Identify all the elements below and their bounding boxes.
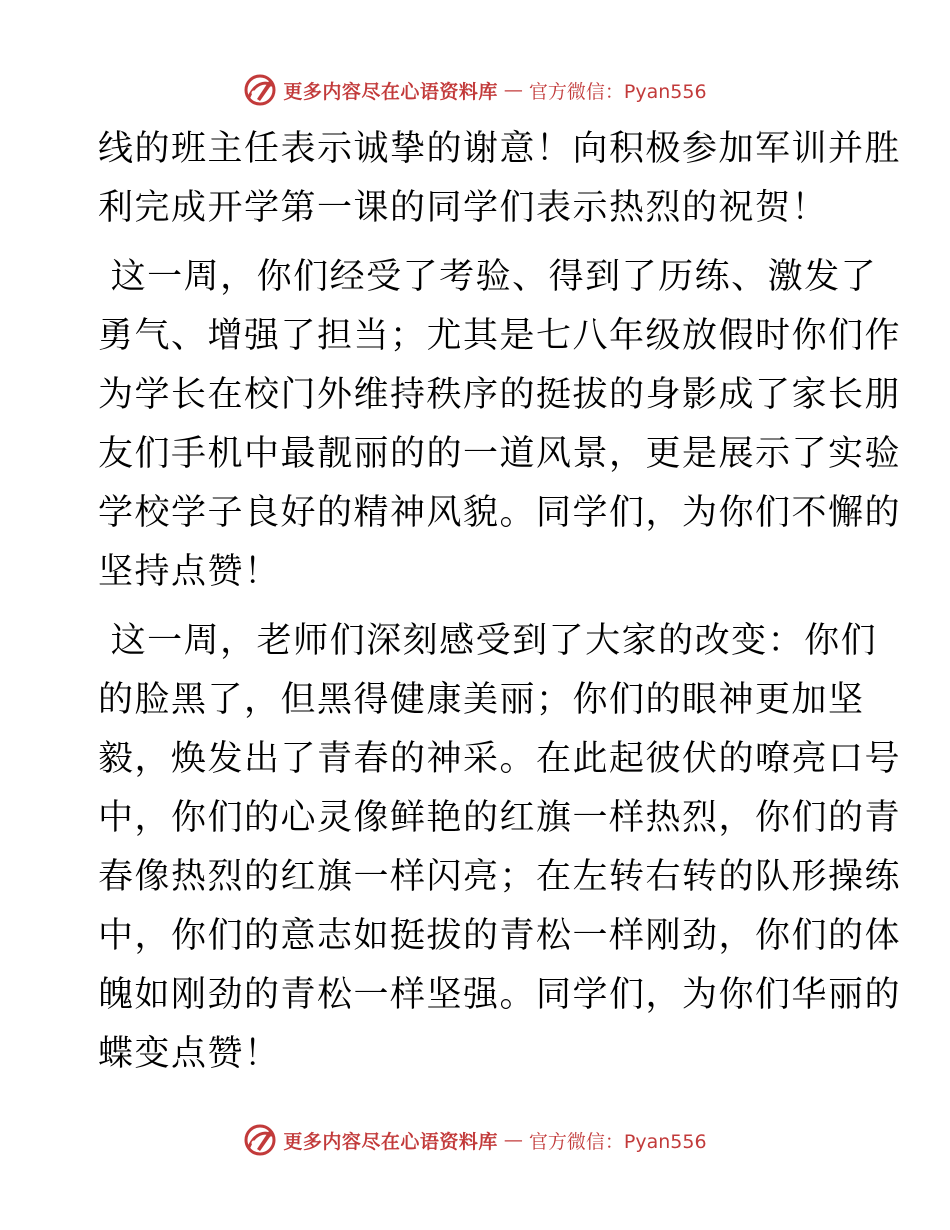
text-line: 利完成开学第一课的同学们表示热烈的祝贺！	[98, 188, 829, 228]
text-line: 中，你们的意志如挺拔的青松一样刚劲，你们的体	[98, 916, 902, 956]
text-line: 这一周，老师们深刻感受到了大家的改变：你们	[98, 621, 878, 661]
text-line: 为学长在校门外维持秩序的挺拔的身影成了家长朋	[98, 375, 902, 415]
text-line: 的脸黑了，但黑得健康美丽；你们的眼神更加坚	[98, 680, 865, 720]
pen-swirl-logo-icon	[243, 1123, 277, 1157]
document-body	[98, 120, 902, 1094]
footer-banner-wechat: 官方微信：Pyan556	[528, 1130, 707, 1153]
footer-banner-separator: —	[503, 1129, 523, 1151]
text-line: 勇气、增强了担当；尤其是七八年级放假时你们作	[98, 316, 902, 356]
text-line: 中，你们的心灵像鲜艳的红旗一样热烈，你们的青	[98, 798, 902, 838]
header-banner	[0, 70, 950, 110]
header-banner-wechat: 官方微信：Pyan556	[528, 80, 707, 103]
text-line: 线的班主任表示诚挚的谢意！向积极参加军训并胜	[98, 129, 902, 169]
text-line: 学校学子良好的精神风貌。同学们，为你们不懈的	[98, 493, 902, 533]
text-line: 春像热烈的红旗一样闪亮；在左转右转的队形操练	[98, 857, 902, 897]
header-banner-separator: —	[503, 79, 523, 101]
pen-swirl-logo-icon	[243, 73, 277, 107]
footer-banner	[0, 1120, 950, 1160]
footer-banner-inner	[243, 1123, 706, 1157]
footer-banner-title: 更多内容尽在心语资料库	[283, 1130, 498, 1153]
text-line: 友们手机中最靓丽的的一道风景，更是展示了实验	[98, 434, 902, 474]
text-line: 魄如刚劲的青松一样坚强。同学们，为你们华丽的	[98, 975, 902, 1015]
text-line: 毅，焕发出了青春的神采。在此起彼伏的嘹亮口号	[98, 739, 902, 779]
paragraph-1	[98, 120, 902, 238]
paragraph-2	[98, 248, 902, 602]
paragraph-3	[98, 612, 902, 1084]
text-line: 蝶变点赞！	[98, 1034, 281, 1074]
header-banner-inner	[243, 73, 706, 107]
text-line: 这一周，你们经受了考验、得到了历练、激发了	[98, 257, 878, 297]
header-banner-title: 更多内容尽在心语资料库	[283, 80, 498, 103]
text-line: 坚持点赞！	[98, 552, 281, 592]
